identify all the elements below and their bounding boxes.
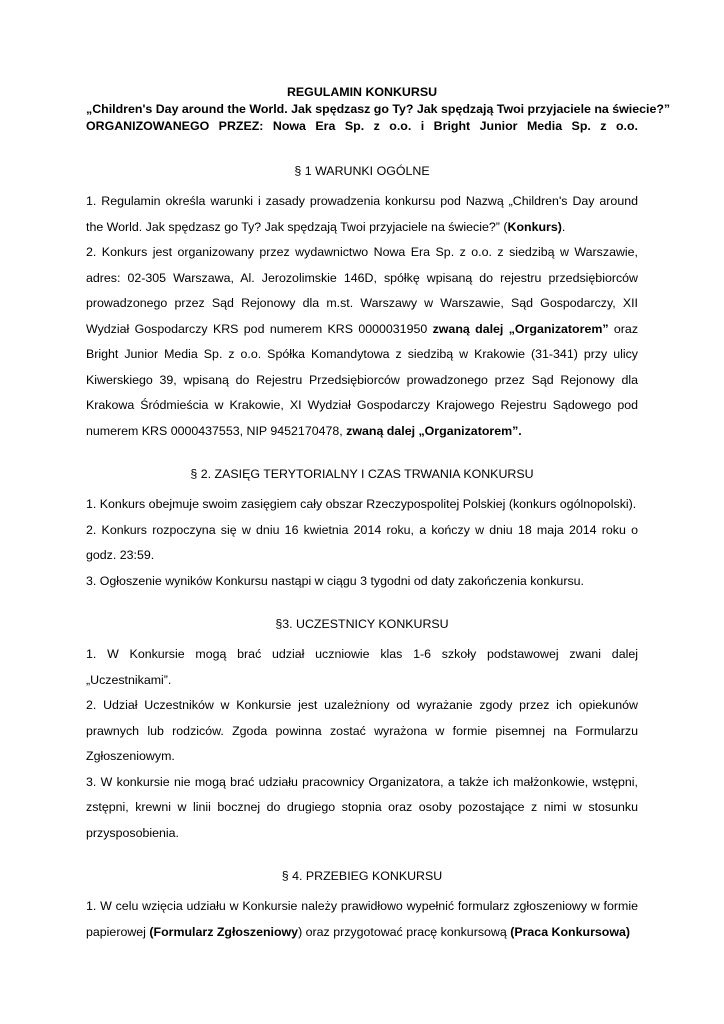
paragraph-text: 2. Konkurs rozpoczyna się w dniu 16 kwietnia 2014 roku, a kończy w dniu 18 maja 2014 roku o godz. 23:59.	[86, 522, 638, 562]
paragraph	[86, 693, 638, 770]
paragraph-text: oraz Bright Junior Media Sp. z o.o. Spółka Komandytowa z siedzibą w Krakowie (31-341) przy ulicy Kiwerskiego 39, wpisaną do Rejestru Przedsiębiorców prowadzonego przez Sąd Rejonowy dla Krakowa Śródmieścia w Krakowie, XI Wydział Gospodarczy Krajowego Rejestru Sądowego pod numerem KRS 0000437553, NIP 9452170478,	[86, 321, 639, 438]
document-header	[86, 84, 671, 135]
paragraph	[86, 569, 638, 595]
section-heading: § 1 WARUNKI OGÓLNE	[294, 164, 430, 178]
paragraph-text: 1. W Konkursie mogą brać udział uczniowie klas 1-6 szkoły podstawowej zwani dalej „Uczestnikami”.	[86, 647, 638, 687]
paragraph	[86, 770, 638, 847]
document-subtitle: „Children's Day around the World. Jak spędzasz go Ty? Jak spędzają Twoi przyjaciele na świecie?”	[86, 102, 671, 116]
paragraph-text: 1. W celu wzięcia udziału w Konkursie należy prawidłowo wypełnić formularz zgłoszeniowy w formie papierowej	[86, 899, 638, 939]
paragraph-text: 2. Konkurs jest organizowany przez wydawnictwo Nowa Era Sp. z o.o. z siedzibą w Warszawie, adres: 02-305 Warszawa, Al. Jerozolimskie 146D, spółkę wpisaną do rejestru przedsiębiorców prowadzonego przez Sąd Rejonowy dla m.st. Warszawy w Warszawie, Sąd Gospodarczy, XII Wydział Gospodarczy KRS pod numerem KRS 0000031950	[86, 245, 638, 336]
paragraph	[86, 518, 638, 569]
document-title: REGULAMIN KONKURSU	[286, 85, 438, 99]
bold-text: Konkurs)	[507, 219, 562, 234]
bold-text: (Praca Konkursowa)	[510, 924, 631, 939]
paragraph-text: 2. Udział Uczestników w Konkursie jest uzależniony od wyrażanie zgody przez ich opiekunów prawnych lub rodziców. Zgoda powinna zostać wyrażona w formie pisemnej na Formularzu Zgłoszeniowym.	[86, 698, 638, 763]
document-body	[86, 135, 638, 945]
organizer-line: ORGANIZOWANEGO PRZEZ: Nowa Era Sp. z o.o. i Bright Junior Media Sp. z o.o.	[86, 119, 638, 133]
document-page	[86, 84, 671, 945]
section-heading: § 2. ZASIĘG TERYTORIALNY I CZAS TRWANIA KONKURSU	[190, 467, 534, 481]
paragraph-text: .	[561, 219, 566, 234]
section-heading: § 4. PRZEBIEG KONKURSU	[281, 869, 443, 883]
paragraph-text: 1. Konkurs obejmuje swoim zasięgiem cały obszar Rzeczypospolitej Polskiej (konkurs ogólnopolski).	[86, 497, 637, 511]
paragraph	[86, 240, 638, 444]
bold-text: (Formularz Zgłoszeniowy	[149, 924, 299, 939]
section-heading: §3. UCZESTNICY KONKURSU	[275, 617, 449, 631]
paragraph-text: 3. W konkursie nie mogą brać udziału pracownicy Organizatora, a także ich małżonkowie, wstępni, zstępni, krewni w linii bocznej do drugiego stopnia oraz osoby pozostające z nimi w stosunku przysposobienia.	[86, 774, 638, 840]
paragraph	[86, 642, 638, 693]
bold-text: zwaną dalej „Organizatorem”.	[346, 423, 522, 438]
paragraph-text: 3. Ogłoszenie wyników Konkursu nastąpi w ciągu 3 tygodni od daty zakończenia konkursu.	[86, 573, 584, 588]
bold-text: zwaną dalej „Organizatorem”	[432, 321, 609, 336]
paragraph	[86, 894, 638, 945]
paragraph	[86, 189, 638, 240]
paragraph-text: 1. Regulamin określa warunki i zasady prowadzenia konkursu pod Nazwą „Children's Day around the World. Jak spędzasz go Ty? Jak spędzają Twoi przyjaciele na świecie?” (	[86, 194, 638, 234]
paragraph-text: ) oraz przygotować pracę konkursową	[298, 924, 511, 939]
paragraph	[86, 492, 638, 518]
